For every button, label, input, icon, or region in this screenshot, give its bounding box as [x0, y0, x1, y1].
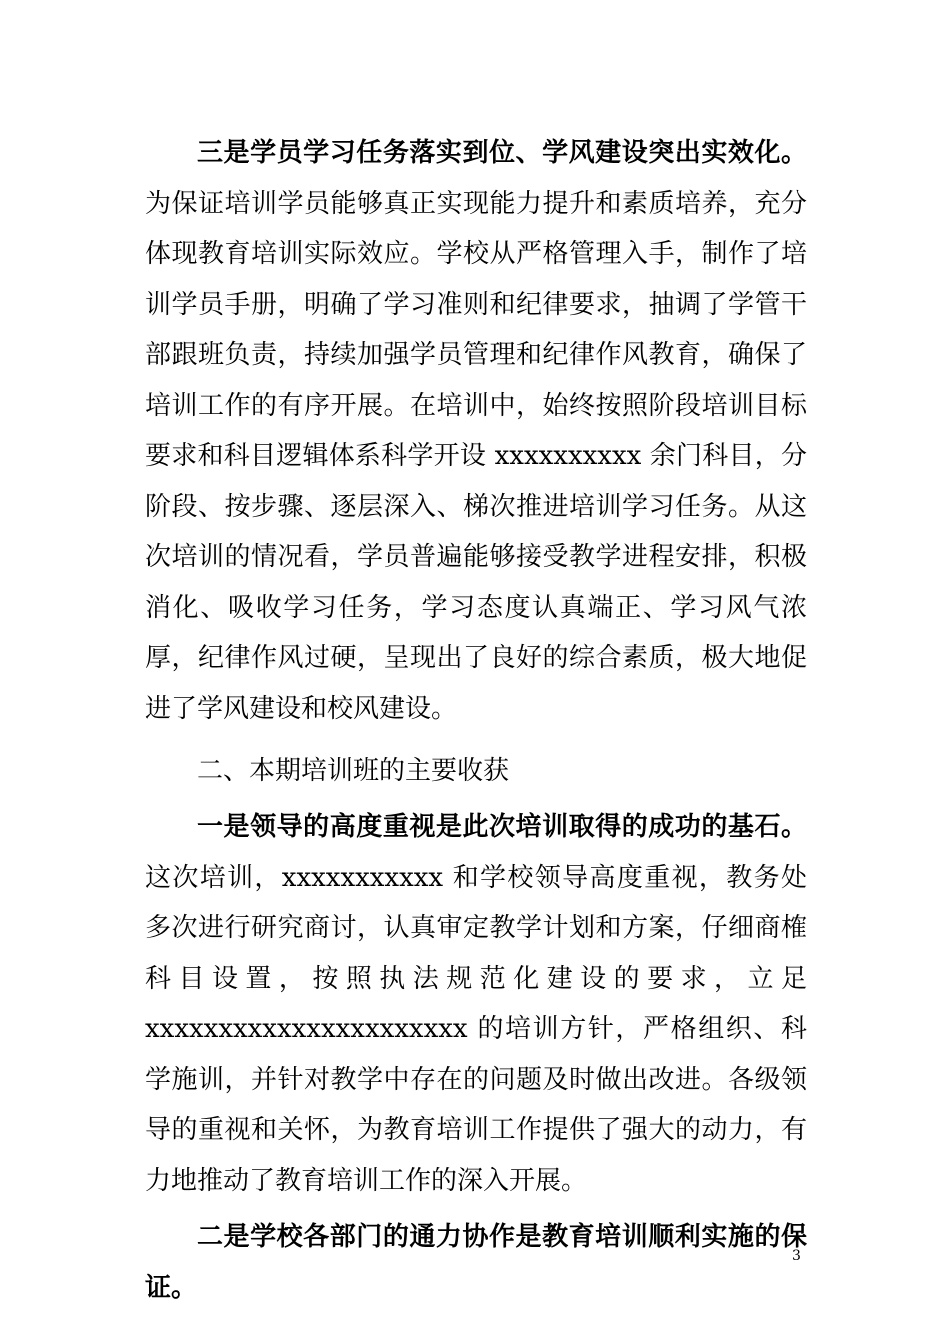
- paragraph-lead-bold: 一是领导的高度重视是此次培训取得的成功的基石。: [197, 812, 807, 842]
- paragraph-body-text: 为保证培训学员能够真正实现能力提升和素质培养，充分体现教育培训实际效应。学校从严格管理入手，制作了培训学员手册，明确了学习准则和纪律要求，抽调了学管干部跟班负责，持续加强学员管理和纪律作风教育，确保了培训工作的有序开展。在培训中，始终按照阶段培训目标要求和科目逻辑体系科学开设 xxxxxxxxxx 余门科目，分阶段、按步骤、逐层深入、梯次推进培训学习任务。从这次培训的情况看，学员普遍能够接受教学进程安排，积极消化、吸收学习任务，学习态度认真端正、学习风气浓厚，纪律作风过硬，呈现出了良好的综合素质，极大地促进了学风建设和校风建设。: [145, 188, 807, 724]
- section-heading: 二、本期培训班的主要收获: [197, 756, 510, 786]
- document-body: [145, 128, 807, 1313]
- paragraph-lead-bold: 三是学员学习任务落实到位、学风建设突出实效化。: [197, 138, 807, 168]
- paragraph-leadership: [145, 802, 807, 1206]
- paragraph-lead-bold: 二是学校各部门的通力协作是教育培训顺利实施的保证。: [145, 1222, 807, 1303]
- paragraph-learning-tasks: [145, 128, 807, 734]
- paragraph-cooperation: [145, 1212, 807, 1313]
- page-number: 3: [792, 1248, 801, 1264]
- paragraph-body-text: 这次培训，xxxxxxxxxxx 和学校领导高度重视，教务处多次进行研究商讨，认真审定教学计划和方案，仔细商榷科目设置，按照执法规范化建设的要求，立足 xxxxxxxxxxxxxxxxxxxxxx 的培训方针，严格组织、科学施训，并针对教学中存在的问题及时做出改进。各级领导的重视和关怀，为教育培训工作提供了强大的动力，有力地推动了教育培训工作的深入开展。: [145, 862, 807, 1196]
